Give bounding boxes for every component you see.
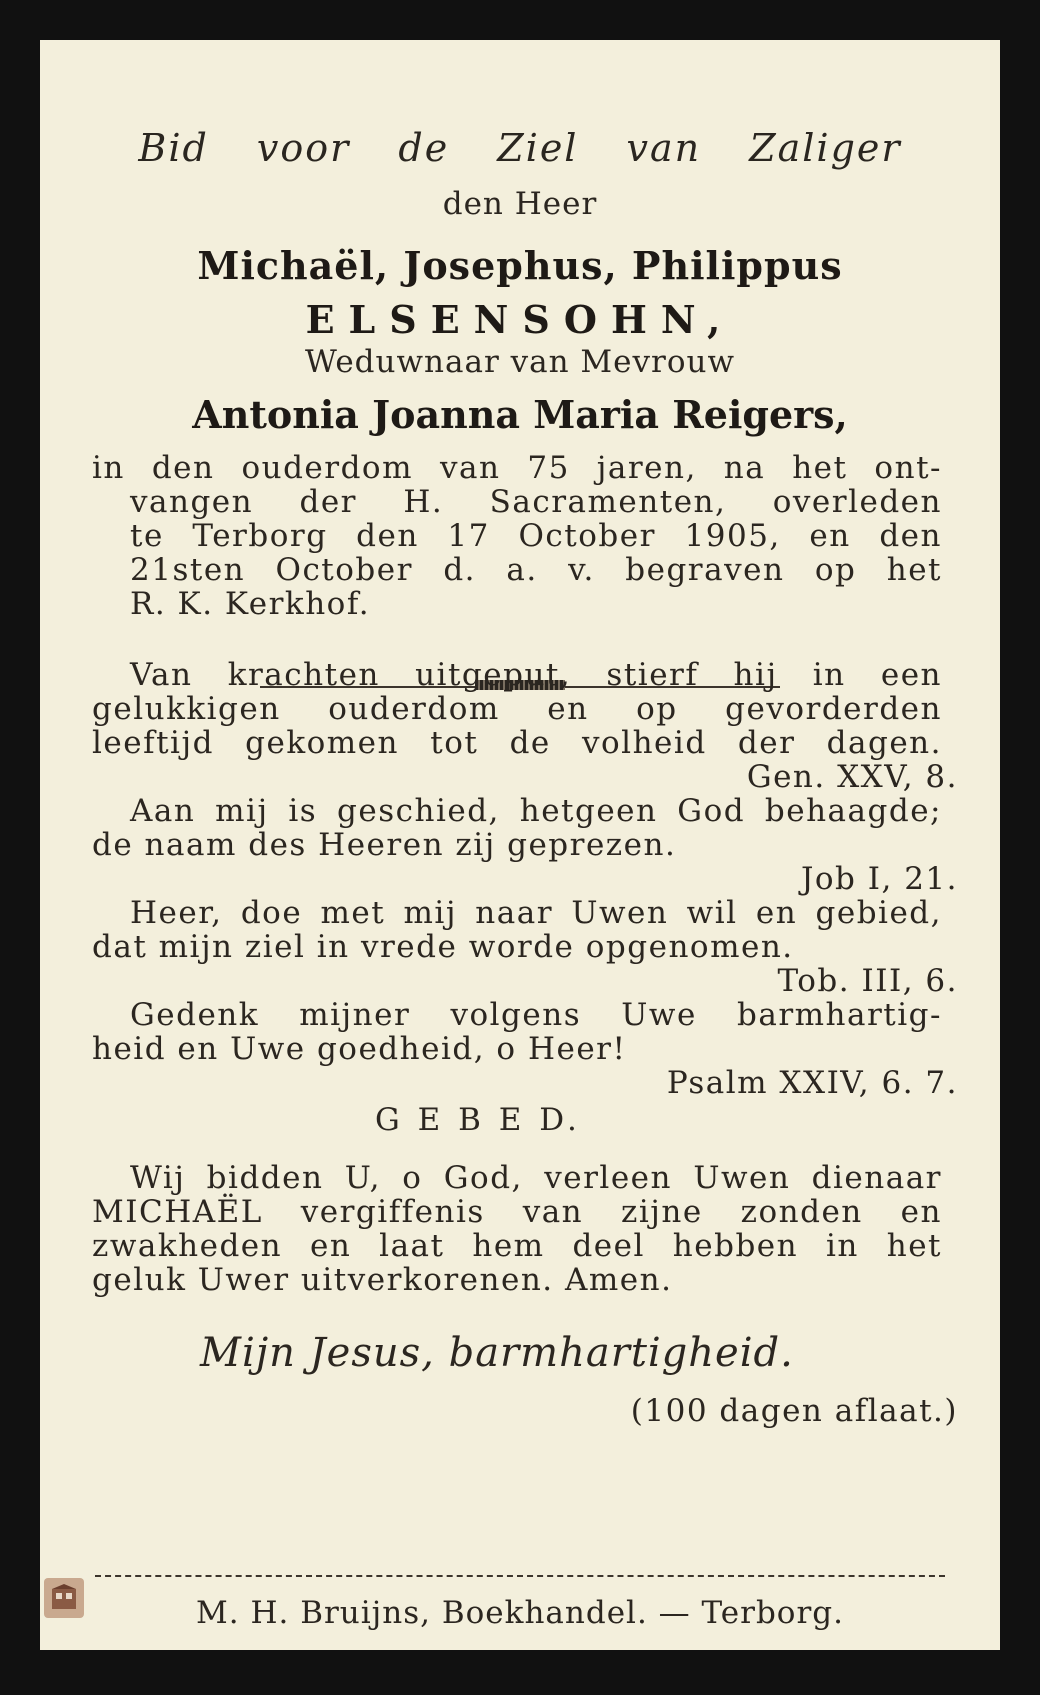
verse-reference: Gen. XXV, 8. [746, 759, 958, 795]
details-line: vangen der H. Sacramenten, overleden [130, 484, 942, 520]
verse-line: Aan mij is geschied, hetgeen God behaagde; [130, 793, 942, 829]
details-line: in den ouderdom van 75 jaren, na het ont- [92, 450, 942, 486]
verse-line: leeftijd gekomen tot de volheid der dagen. [92, 725, 942, 761]
verse-line: Van krachten uitgeput, stierf hij in een [130, 657, 942, 693]
verse-reference: Tob. III, 6. [777, 963, 958, 999]
widow-name: Antonia Joanna Maria Reigers, [192, 392, 848, 437]
honorific: den Heer [442, 186, 598, 222]
verse-reference: Psalm XXIV, 6. 7. [666, 1065, 958, 1101]
details-line: R. K. Kerkhof. [130, 586, 371, 622]
invocation: Mijn Jesus, barmhartigheid. [200, 1330, 794, 1376]
footer-divider [95, 1575, 945, 1577]
verse-line: gelukkigen ouderdom en op gevorderden [92, 691, 942, 727]
surname: ELSENSOHN, [305, 297, 735, 342]
verse-line: dat mijn ziel in vrede worde opgenomen. [92, 929, 794, 965]
details-line: 21sten October d. a. v. begraven op het [130, 552, 942, 588]
prayer-line: MICHAËL vergiffenis van zijne zonden en [92, 1194, 942, 1230]
prayer-line: geluk Uwer uitverkorenen. Amen. [92, 1262, 673, 1298]
watermark-logo-icon [44, 1578, 84, 1618]
verse-line: de naam des Heeren zij geprezen. [92, 827, 677, 863]
prayer-title: G E B E D. [375, 1102, 581, 1138]
indulgence: (100 dagen aflaat.) [630, 1393, 958, 1429]
printer-imprint: M. H. Bruijns, Boekhandel. — Terborg. [196, 1595, 844, 1631]
details-line: te Terborg den 17 October 1905, en den [130, 518, 942, 554]
card-paper [40, 40, 1000, 1650]
given-names: Michaël, Josephus, Philippus [197, 243, 843, 288]
card-heading: Bid voor de Ziel van Zaliger [138, 126, 902, 170]
verse-line: heid en Uwe goedheid, o Heer! [92, 1031, 627, 1067]
widow-intro: Weduwnaar van Mevrouw [304, 344, 736, 380]
verse-reference: Job I, 21. [800, 861, 958, 897]
prayer-line: zwakheden en laat hem deel hebben in het [92, 1228, 942, 1264]
prayer-line: Wij bidden U, o God, verleen Uwen dienaar [130, 1160, 942, 1196]
verse-line: Heer, doe met mij naar Uwen wil en gebied, [130, 895, 942, 931]
verse-line: Gedenk mijner volgens Uwe barmhartig- [130, 997, 942, 1033]
